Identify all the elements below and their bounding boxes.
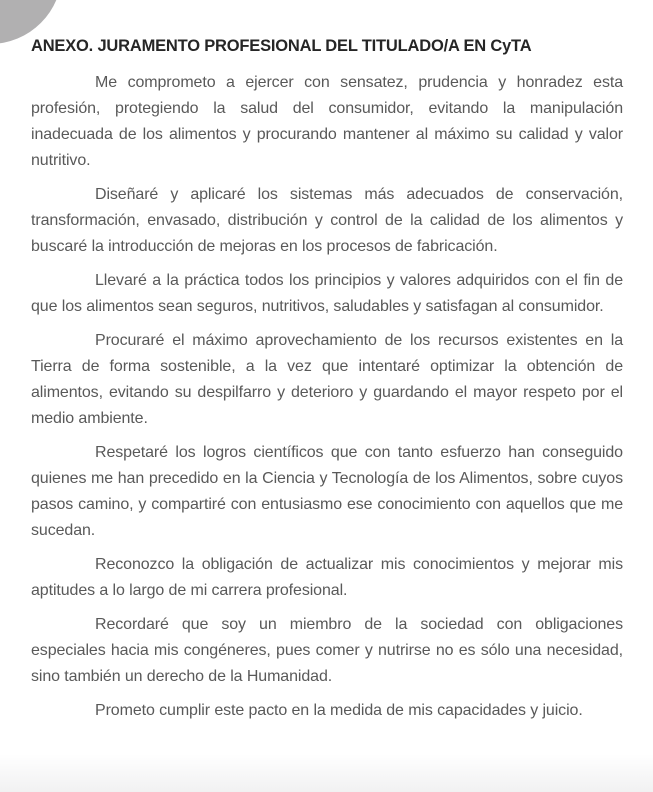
oath-paragraph-6: Reconozco la obligación de actualizar mis conocimientos y mejorar mis aptitudes a lo largo de mi carrera profesional. [31, 556, 623, 599]
oath-paragraph-1: Me comprometo a ejercer con sensatez, prudencia y honradez esta profesión, protegiendo la salud del consumidor, evitando la manipulación inadecuada de los alimentos y procurando mantener al máximo su calidad y valor nutritivo. [31, 74, 623, 169]
oath-paragraph-5: Respetaré los logros científicos que con tanto esfuerzo han conseguido quienes me han precedido en la Ciencia y Tecnología de los Alimentos, sobre cuyos pasos camino, y compartiré con entusiasmo ese conocimiento con aquellos que me sucedan. [31, 444, 623, 539]
oath-paragraph-3: Llevaré a la práctica todos los principios y valores adquiridos con el fin de que los alimentos sean seguros, nutritivos, saludables y satisfagan al consumidor. [31, 272, 623, 315]
oath-paragraph-4: Procuraré el máximo aprovechamiento de los recursos existentes en la Tierra de forma sostenible, a la vez que intentaré optimizar la obtención de alimentos, evitando su despilfarro y deterioro y guardando el mayor respeto por el medio ambiente. [31, 332, 623, 427]
bottom-page-fade [0, 754, 653, 792]
page-title: ANEXO. JURAMENTO PROFESIONAL DEL TITULADO/A EN CyTA [31, 37, 532, 55]
oath-paragraph-8: Prometo cumplir este pacto en la medida de mis capacidades y juicio. [95, 702, 583, 719]
oath-paragraph-7: Recordaré que soy un miembro de la sociedad con obligaciones especiales hacia mis congéneres, pues comer y nutrirse no es sólo una necesidad, sino también un derecho de la Humanidad. [31, 616, 623, 685]
oath-paragraph-2: Diseñaré y aplicaré los sistemas más adecuados de conservación, transformación, envasado, distribución y control de la calidad de los alimentos y buscaré la introducción de mejoras en los procesos de fabricación. [31, 186, 623, 255]
